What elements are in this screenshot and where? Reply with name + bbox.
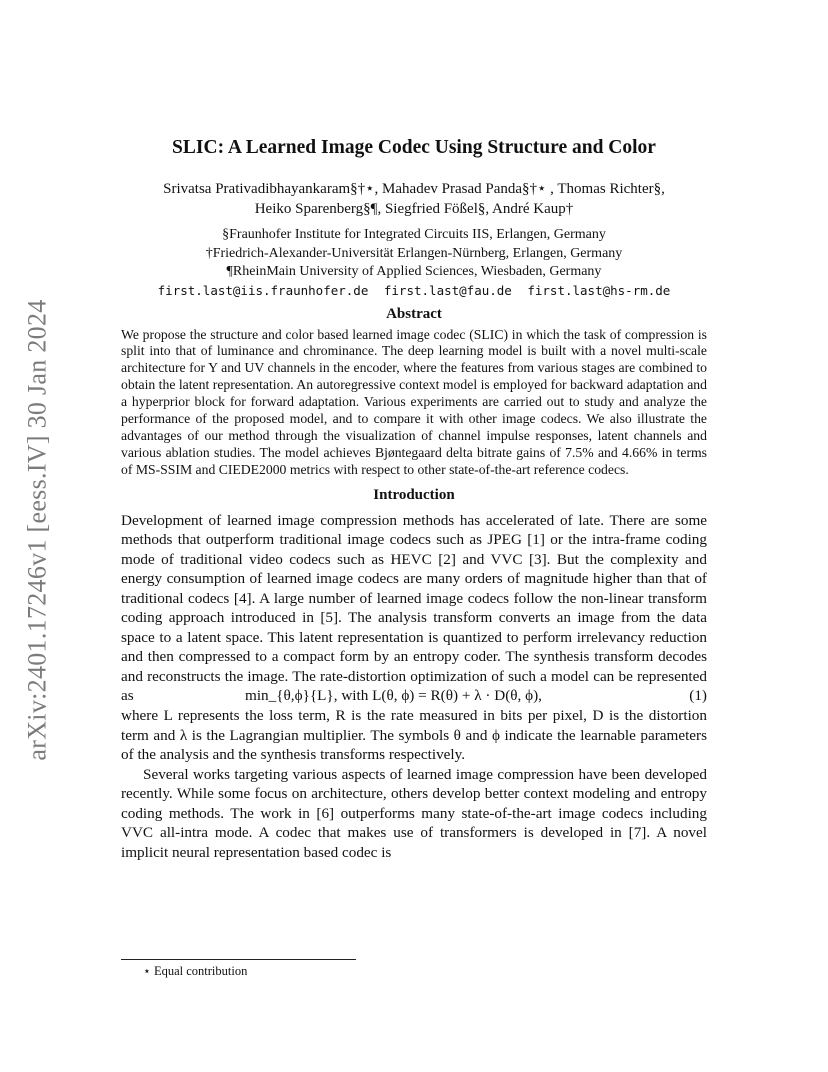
intro-paragraph-1: Development of learned image compression methods has accelerated of late. There are some methods that outperform traditional image codecs such as JPEG [1] or the intra-frame coding mode of traditional video codecs such as HEVC [2] and VVC [3]. But the complexity and energy consumption of learned image codecs are many orders of magnitude higher than that of traditional codecs [4]. A large number of learned image codecs follow the non-linear transform coding approach introduced in [5]. The analysis transform converts an image from the data space to a latent space. This latent representation is quantized to perform irrelevancy reduction and then compressed to a compact form by an entropy coder. The synthesis transform decodes and reconstructs the image. The rate-distortion optimization of such a model can be represented as	[121, 511, 707, 705]
abstract-text: We propose the structure and color based learned image codec (SLIC) in which the task of compression is split into that of luminance and chrominance. The deep learning model is built with a novel multi-scale architecture for Y and UV channels in the encoder, where the features from various stages are combined to obtain the latent representation. An autoregressive context model is employed for backward adaptation and a hyperprior block for forward adaptation. Various experiments are carried out to study and analyze the performance of the proposed model, and to compare it with other image codecs. We also illustrate the advantages of our method through the visualization of channel impulse responses, latent channels and various ablation studies. The model achieves Bjøntegaard delta bitrate gains of 7.5% and 4.66% in terms of MS-SSIM and CIEDE2000 metrics with respect to other state-of-the-art reference codecs.	[121, 326, 707, 477]
abstract-heading: Abstract	[386, 305, 442, 322]
affiliations	[121, 226, 707, 282]
affiliation-fraunhofer: §Fraunhofer Institute for Integrated Circuits IIS, Erlangen, Germany	[222, 227, 606, 242]
affiliation-rheinmain: ¶RheinMain University of Applied Sciences, Wiesbaden, Germany	[226, 264, 602, 279]
introduction-heading: Introduction	[373, 486, 455, 503]
equation-body: min_{θ,ϕ}{L}, with L(θ, ϕ) = R(θ) + λ · D(θ, ϕ),	[245, 687, 542, 705]
authors-line-2: Heiko Sparenberg§¶, Siegfried Fößel§, André Kaup†	[254, 201, 574, 217]
paper-title: SLIC: A Learned Image Codec Using Structure and Color	[172, 137, 656, 158]
authors-line-1: Srivatsa Prativadibhayankaram§†⋆, Mahadev Prasad Panda§†⋆ , Thomas Richter§,	[163, 181, 665, 197]
affiliation-fau: †Friedrich-Alexander-Universität Erlangen-Nürnberg, Erlangen, Germany	[205, 245, 623, 261]
intro-paragraph-3: Several works targeting various aspects of learned image compression have been developed recently. While some focus on architecture, others develop better context modeling and entropy coding methods. The work in [6] outperforms many state-of-the-art image codecs including VVC all-intra mode. A codec that makes use of transformers is developed in [7]. A novel implicit neural representation based codec is	[121, 765, 707, 861]
intro-paragraph-2: where L represents the loss term, R is the rate measured in bits per pixel, D is the distortion term and λ is the Lagrangian multiplier. The symbols θ and ϕ indicate the learnable parameters of the analysis and the synthesis transforms respectively.	[121, 707, 707, 764]
author-emails: first.last@iis.fraunhofer.de first.last@fau.de first.last@hs-rm.de	[157, 282, 671, 298]
equation-number: (1)	[689, 687, 707, 705]
footnote-divider	[121, 959, 356, 960]
arxiv-id-text: arXiv:2401.17246v1 [eess.IV] 30 Jan 2024	[23, 299, 52, 761]
footnote-equal-contribution: ⋆ Equal contribution	[143, 964, 248, 978]
author-list	[121, 179, 707, 219]
paper-page	[121, 137, 707, 862]
equation-1	[121, 686, 707, 706]
arxiv-identifier-stamp	[22, 290, 54, 770]
